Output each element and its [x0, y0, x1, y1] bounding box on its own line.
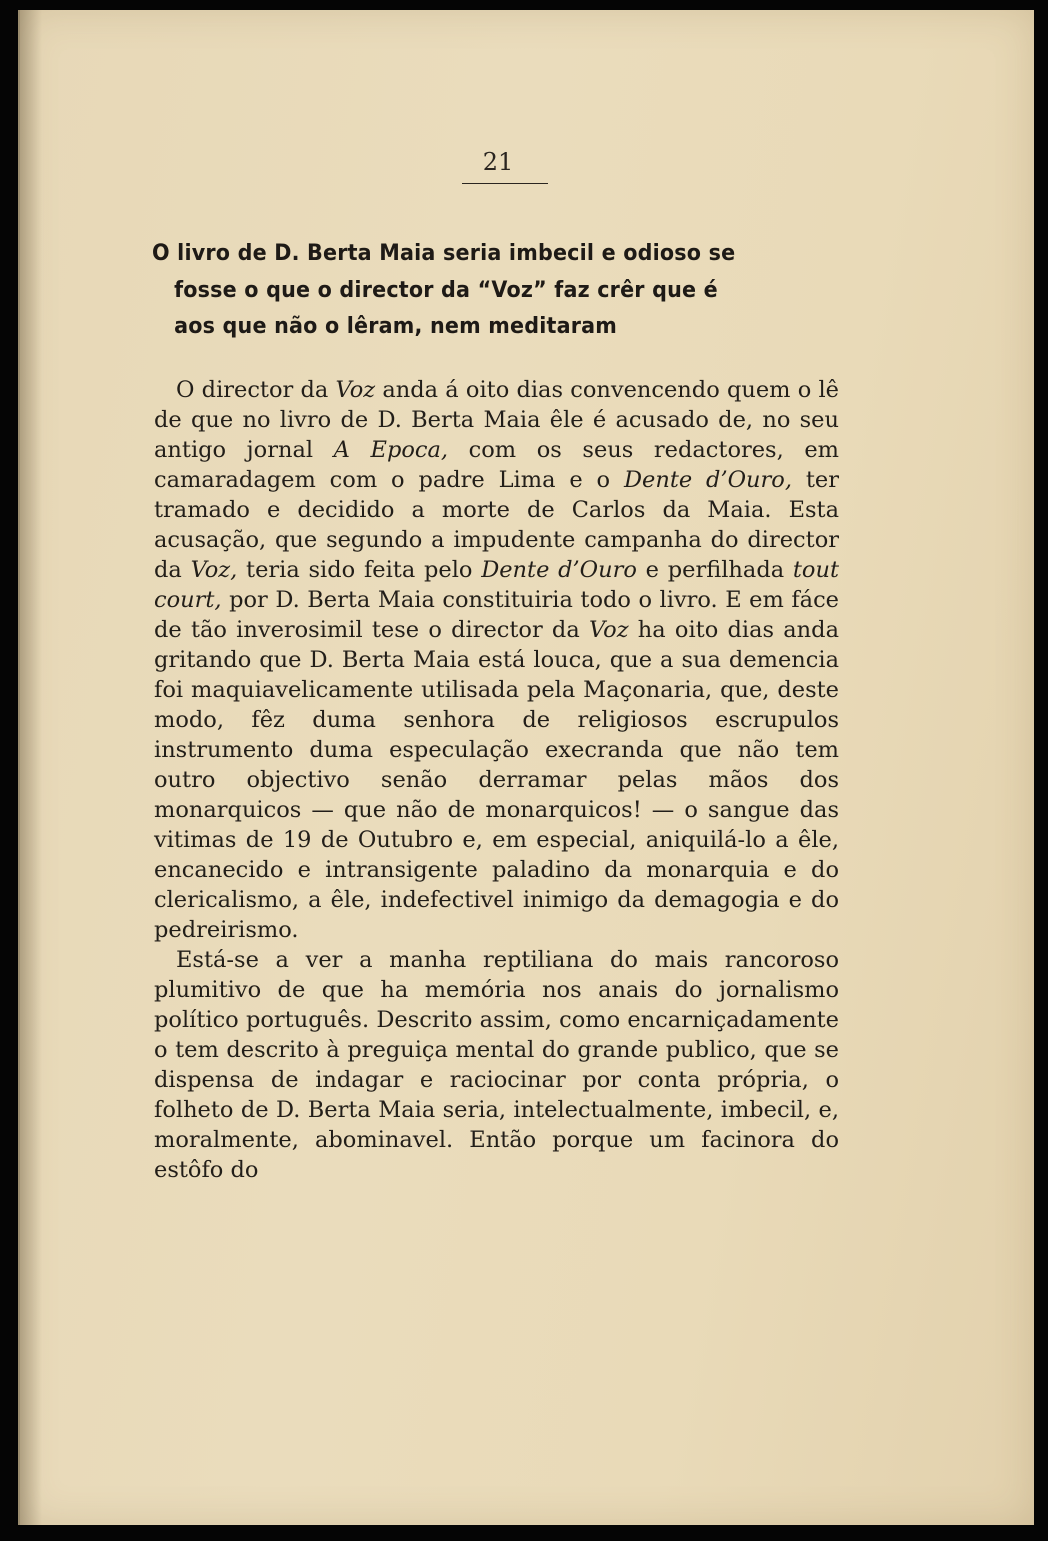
chapter-heading	[152, 235, 796, 345]
text-run: e perfilhada	[636, 557, 793, 583]
heading-line-3: aos que não o lêram, nem meditaram	[174, 313, 618, 339]
text-run: ha oito dias anda gritando que D. Berta Maia está louca, que a sua demencia foi maquiavelicamente utilisada pela Maçonaria, que, deste modo, fêz duma senhora de religiosos escrupulos instrumento duma especulação execranda que não tem outro objectivo senão derramar pelas mãos dos monarquicos — que não de monarquicos! — o sangue das vitimas de 19 de Outubro e, em especial, aniquilá-lo a êle, encanecido e intransigente paladino da monarquia e do clericalismo, a êle, indefectivel inimigo da demagogia e do pedreirismo.	[154, 617, 839, 943]
italic-run: Voz	[335, 377, 376, 403]
italic-run: Dente d’Ouro,	[623, 467, 793, 493]
page-number: 21	[482, 148, 514, 176]
body-text	[154, 375, 839, 1185]
paragraph-1	[154, 375, 839, 945]
paragraph-2: Está-se a ver a manha reptiliana do mais rancoroso plumitivo de que ha memória nos anais do jornalismo político português. Descrito assim, como encarniçadamente o tem descrito à preguiça mental do grande publico, que se dispensa de indagar e raciocinar por conta própria, o folheto de D. Berta Maia seria, intelectualmente, imbecil, e, moralmente, abominavel. Então porque um facinora do estôfo do	[154, 947, 839, 1183]
italic-run: tout court,	[154, 557, 839, 613]
text-run: teria sido feita pelo	[237, 557, 482, 583]
text-run: com os seus redactores, em camaradagem com o padre Lima e o	[154, 437, 840, 493]
italic-run: Voz,	[190, 557, 238, 583]
text-run: anda á oito dias convencendo quem o lê de que no livro de D. Berta Maia êle é acusado de, no seu antigo jornal	[154, 377, 839, 463]
italic-run: Voz	[588, 617, 629, 643]
text-run: ter tramado e decidido a morte de Carlos da Maia. Esta acusação, que segundo a impudente campanha do director da	[154, 467, 839, 583]
spine-shadow	[20, 10, 42, 1525]
heading-line-2: fosse o que o director da “Voz” faz crêr que é	[174, 276, 718, 303]
italic-run: A Epoca,	[333, 437, 449, 463]
heading-line-1: O livro de D. Berta Maia seria imbecil e odioso se	[152, 240, 736, 266]
italic-run: Dente d’Ouro	[481, 557, 637, 583]
text-run: por D. Berta Maia constituiria todo o livro. E em fáce de tão inverosimil tese o director da	[154, 587, 839, 643]
page-number-rule	[462, 183, 548, 184]
text-run: O director da	[176, 377, 336, 403]
